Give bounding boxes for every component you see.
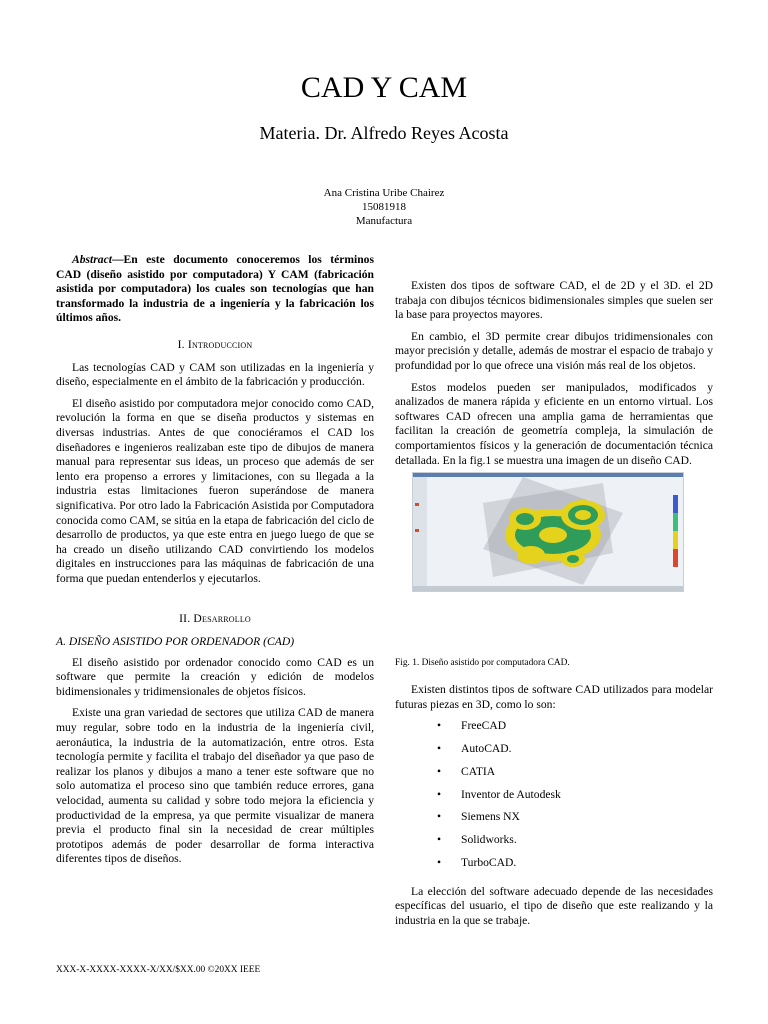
list-item: • AutoCAD. (395, 742, 713, 765)
list-item: • Siemens NX (395, 810, 713, 833)
paragraph: Existe una gran variedad de sectores que utiliza CAD de manera muy regular, sobre todo en la industria de la ingeniería civil, aeronáutica, la industria de la automatización, entre otros. Esta tecnología permite y facilita el trabajo del diseñador ya que paso de realizar los planos y dibujos a mano a tener este software que no solo automatiza el proceso sino que también reduce errores, gana velocidad, aumenta su calidad y sobre todo mejora la eficiencia y productividad de la empresa, ya que permite visualizar de manera previa el producto final sin la necesidad de crear múltiples prototipos además de poder desarrollar de forma interactiva diferentes tipos de diseños. (56, 706, 374, 866)
paragraph: En cambio, el 3D permite crear dibujos tridimensionales con mayor precisión y detalle, además de mostrar el espacio de trabajo y profundidad por lo que ofrece una visión más real de los objetos. (395, 329, 713, 372)
paragraph: Estos modelos pueden ser manipulados, modificados y analizados de manera rápida y eficiente en un entorno virtual. Los softwares CAD ofrecen una amplia gama de herramientas que facilitan la creación de geometría compleja, la simulación de comportamientos físicos y la generación de documentación técnica detallada. En la fig.1 se muestra una imagen de un diseño CAD. (395, 380, 713, 467)
paragraph: El diseño asistido por computadora mejor conocido como CAD, revolución la forma en que se diseña productos y sistemas en diversas industrias. Antes de que conociéramos el CAD los diseñadores e ingenieros realizaban este tipo de dibujos de manera manual para representar sus ideas, un proceso que además de ser lento era propenso a errores y limitaciones, con su llegada a la industria estas limitaciones fueron superándose de manera significativa. Por otro lado la Fabricación Asistida por Computadora conocida como CAM, se sitúa en la etapa de fabricación del ciclo de desarrollo de productos, ya que este entra en juego luego de que se ha creado un diseño utilizando CAD convirtiendo los modelos digitales en instrucciones para las máquinas de fabricación de una forma que puedan entenderlos y ejecutarlos. (56, 396, 374, 585)
paragraph: Existen distintos tipos de software CAD utilizados para modelar futuras piezas en 3D, como lo son: (395, 683, 713, 711)
section-heading-desarrollo: II. Desarrollo (179, 612, 251, 626)
section-heading-introduccion: I. Introduccion (177, 337, 253, 351)
cad-model-figure (412, 472, 684, 592)
author-affiliation: Manufactura (355, 215, 413, 227)
figure-caption: Fig. 1. Diseño asistido por computadora CAD. (395, 658, 570, 668)
abstract-text: —En este documento conoceremos los términos CAD (diseño asistido por computadora) Y CAM (fabricación asistida por computadora) los cuales son tecnologías que han transformado la industria de a ingeniería y la fabricación los últimos años. (56, 253, 374, 325)
list-item: • Inventor de Autodesk (395, 788, 713, 811)
list-item: • CATIA (395, 765, 713, 788)
author-name: Ana Cristina Uribe Chairez (323, 187, 445, 199)
left-column (56, 253, 374, 874)
right-column (395, 279, 713, 592)
abstract (56, 253, 374, 326)
paper-subtitle: Materia. Dr. Alfredo Reyes Acosta (259, 123, 509, 143)
list-item: • FreeCAD (395, 719, 713, 742)
paper-title: CAD Y CAM (300, 71, 468, 104)
paragraph: Existen dos tipos de software CAD, el de 2D y el 3D. el 2D trabaja con dibujos técnicos bidimensionales simples que suelen ser la base para proyectos mayores. (395, 279, 713, 322)
subsection-heading-cad: A. DISEÑO ASISTIDO POR ORDENADOR (CAD) (56, 635, 295, 649)
cad-model-image (413, 473, 683, 591)
software-list (395, 719, 713, 879)
paragraph: Las tecnologías CAD y CAM son utilizadas en la ingeniería y diseño, especialmente en el ámbito de la fabricación y producción. (56, 360, 374, 389)
right-column-lower (395, 683, 713, 936)
list-item: • Solidworks. (395, 833, 713, 856)
paragraph: El diseño asistido por ordenador conocido como CAD es un software que permite la creación y edición de modelos bidimensionales y tridimensionales de objetos físicos. (56, 655, 374, 698)
author-block (0, 186, 768, 228)
author-id: 15081918 (362, 201, 406, 213)
abstract-label: Abstract (72, 253, 112, 266)
copyright-footer: XXX-X-XXXX-XXXX-X/XX/$XX.00 ©20XX IEEE (56, 965, 261, 975)
list-item: • TurboCAD. (395, 856, 713, 879)
paragraph: La elección del software adecuado depende de las necesidades específicas del usuario, el tipo de diseño que este realizando y la industria en la que se trabaje. (395, 884, 713, 927)
